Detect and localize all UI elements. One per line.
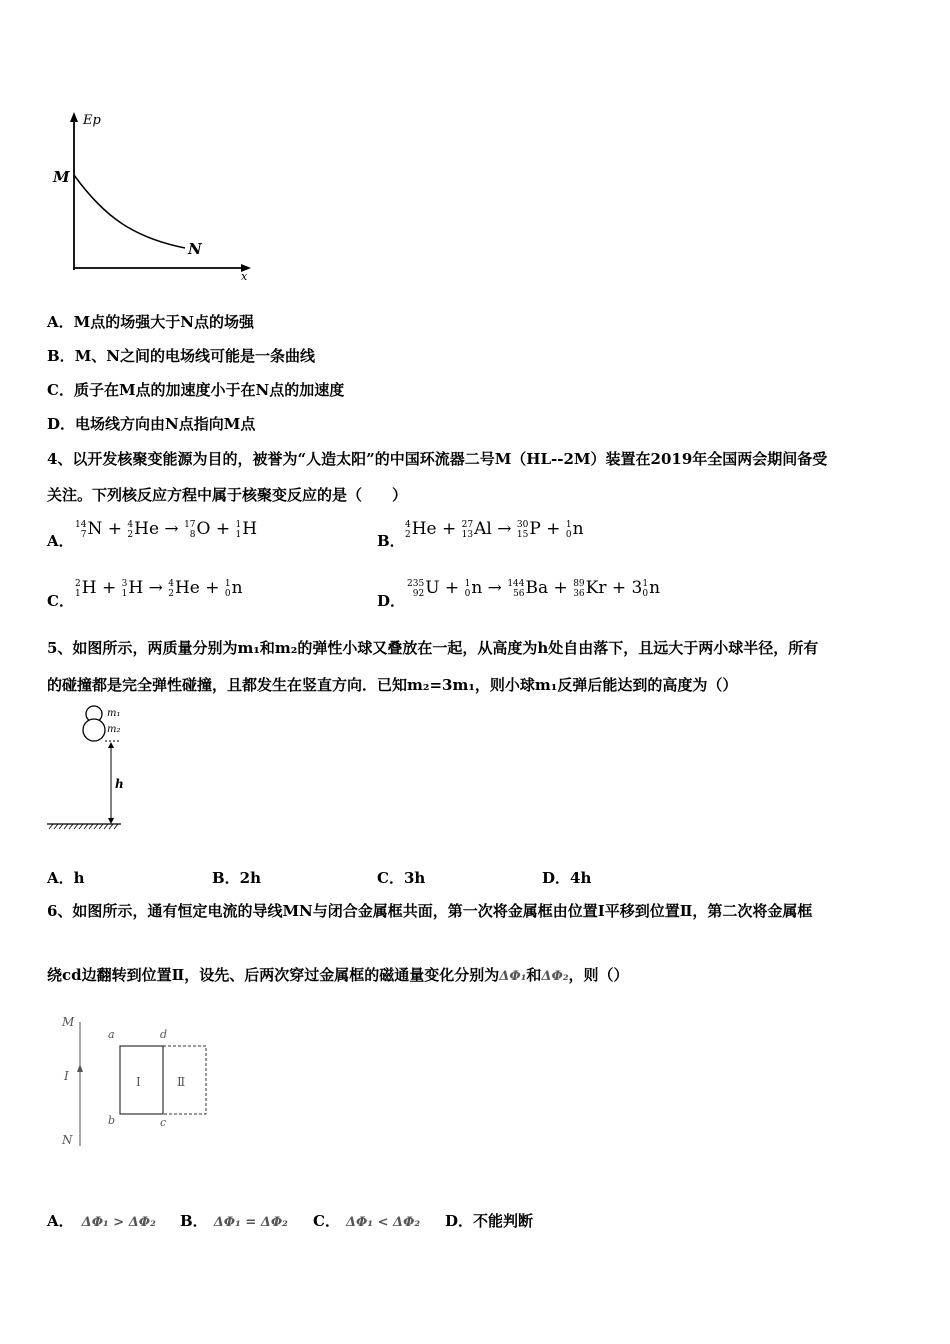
q6-stem-line2: 绕cd边翻转到位置Ⅱ，设先、后两次穿过金属框的磁通量变化分别为ΔΦ₁和ΔΦ₂，则（） xyxy=(47,966,629,984)
current-arrow xyxy=(77,1064,83,1072)
height-arrow-down xyxy=(108,818,114,824)
label-h: h xyxy=(115,777,124,791)
ep-curve xyxy=(74,175,185,248)
q4-option-d-letter: D． xyxy=(377,592,406,610)
q3-option-c: C．质子在M点的加速度小于在N点的加速度 xyxy=(47,381,345,399)
q6-option-b: B． ΔΦ₁ = ΔΦ₂ xyxy=(180,1212,288,1230)
label-M: M xyxy=(62,1015,75,1029)
wire-frame-figure xyxy=(50,1008,260,1158)
label-c: c xyxy=(160,1116,167,1129)
ep-x-graph xyxy=(45,108,260,283)
q4-option-b-equation: 4 2 He + 27 13 Al → 30 15 P + 1 0 n xyxy=(405,519,584,540)
q3-option-b: B．M、N之间的电场线可能是一条曲线 xyxy=(47,347,316,365)
frame-position-1 xyxy=(120,1046,163,1114)
label-position-1: Ⅰ xyxy=(136,1075,141,1089)
point-n-label: N xyxy=(188,240,202,258)
phi1-symbol: ΔΦ₁ xyxy=(499,969,527,984)
label-N: N xyxy=(62,1133,73,1147)
q3-option-d: D．电场线方向由N点指向M点 xyxy=(47,415,256,433)
label-b: b xyxy=(108,1114,116,1127)
label-position-2: Ⅱ xyxy=(177,1075,186,1089)
q4-option-c-letter: C． xyxy=(47,592,74,610)
q4-stem-line2: 关注。下列核反应方程中属于核聚变反应的是（ ） xyxy=(47,486,408,504)
q5-stem-line2: 的碰撞都是完全弹性碰撞，且都发生在竖直方向．已知m₂=3m₁，则小球m₁反弹后能达到的高度为（） xyxy=(47,676,738,694)
q4-option-a-equation: 14 7 N + 4 2 He → 17 8 O + 1 1 H xyxy=(75,519,258,540)
q4-option-b-letter: B． xyxy=(377,532,405,550)
q6-option-a: A． ΔΦ₁ > ΔΦ₂ xyxy=(47,1212,156,1230)
point-m-label: M xyxy=(53,168,70,186)
q5-option-c: C．3h xyxy=(377,869,426,887)
label-I: I xyxy=(64,1069,69,1083)
q4-stem-line1: 4、以开发核聚变能源为目的，被誉为“人造太阳”的中国环流器二号M（HL--2M）装置在2019年全国两会期间备受 xyxy=(47,450,828,468)
ground-hatch xyxy=(49,824,118,829)
label-m1: m₁ xyxy=(107,708,121,719)
q5-stem-line1: 5、如图所示，两质量分别为m₁和m₂的弹性小球又叠放在一起，从高度为h处自由落下，且远大于两小球半径，所有 xyxy=(47,639,819,657)
label-m2: m₂ xyxy=(107,724,121,735)
q6-option-c: C． ΔΦ₁ < ΔΦ₂ xyxy=(313,1212,421,1230)
phi2-symbol: ΔΦ₂ xyxy=(541,969,569,984)
falling-balls-figure xyxy=(45,702,135,832)
y-axis-arrow xyxy=(70,112,78,122)
ball-m2 xyxy=(83,719,105,741)
q5-option-d: D．4h xyxy=(542,869,592,887)
q5-option-b: B．2h xyxy=(212,869,262,887)
x-axis-label: x xyxy=(241,270,248,283)
label-a: a xyxy=(108,1028,115,1041)
q4-option-c-equation: 2 1 H + 3 1 H → 4 2 He + 1 0 n xyxy=(75,578,243,599)
q6-option-d: D．不能判断 xyxy=(445,1212,534,1230)
q5-option-a: A．h xyxy=(47,869,85,887)
q3-option-a: A．M点的场强大于N点的场强 xyxy=(47,313,254,331)
label-d: d xyxy=(160,1028,168,1041)
q6-stem-line1: 6、如图所示，通有恒定电流的导线MN与闭合金属框共面，第一次将金属框由位置Ⅰ平移到位置Ⅱ，第二次将金属框 xyxy=(47,902,813,920)
height-arrow-up xyxy=(108,742,114,748)
q4-option-a-letter: A． xyxy=(47,532,74,550)
y-axis-label: Ep xyxy=(83,113,101,128)
q4-option-d-equation: 235 92 U + 1 0 n → 144 56 Ba + 89 36 Kr + 3 1 0 n xyxy=(407,578,661,599)
